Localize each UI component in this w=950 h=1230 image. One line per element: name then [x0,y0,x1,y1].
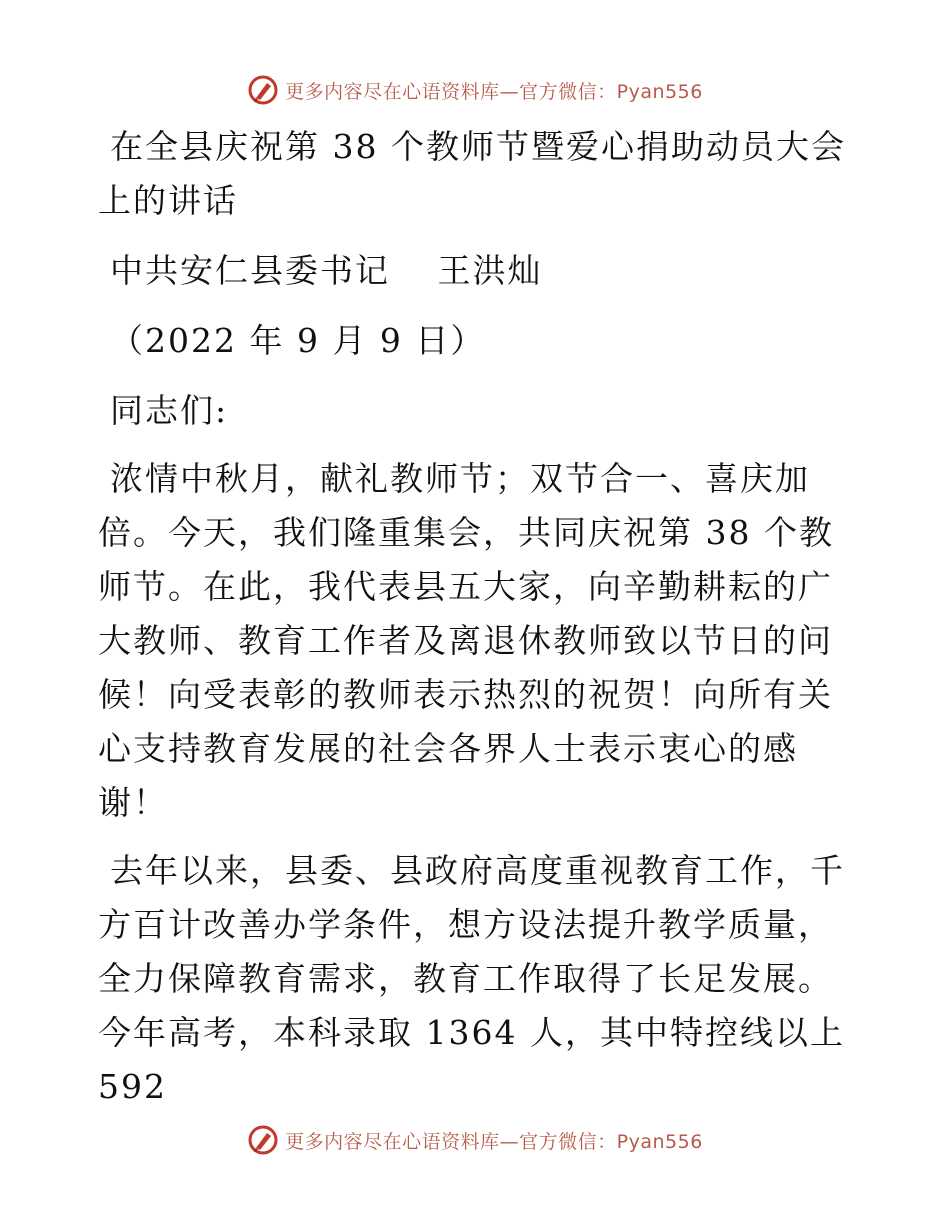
watermark-text: 更多内容尽在心语资料库—官方微信：Pyan556 [285,80,703,103]
salutation: 同志们: [110,391,229,430]
header-watermark [0,70,950,110]
document-author: 中共安仁县委书记 王洪灿 [110,251,543,290]
document-body [98,120,858,1128]
paragraph: 浓情中秋月，献礼教师节；双节合一、喜庆加倍。今天，我们隆重集会，共同庆祝第 38 个教师节。在此，我代表县五大家，向辛勤耕耘的广大教师、教育工作者及离退休教师致以节日的问候！向受表彰的教师表示热烈的祝贺！向所有关心支持教育发展的社会各界人士表示衷心的感谢！ [98,459,834,822]
document-date: （2022 年 9 月 9 日） [110,321,486,360]
watermark-text: 更多内容尽在心语资料库—官方微信：Pyan556 [285,1130,703,1153]
pen-logo-icon [247,74,279,106]
footer-watermark [0,1120,950,1160]
paragraph: 去年以来，县委、县政府高度重视教育工作，千方百计改善办学条件，想方设法提升教学质量，全力保障教育需求，教育工作取得了长足发展。今年高考，本科录取 1364 人，其中特控线以上 592 [98,851,845,1106]
document-title: 在全县庆祝第 38 个教师节暨爱心捐助动员大会上的讲话 [98,127,846,220]
pen-logo-icon [247,1124,279,1156]
